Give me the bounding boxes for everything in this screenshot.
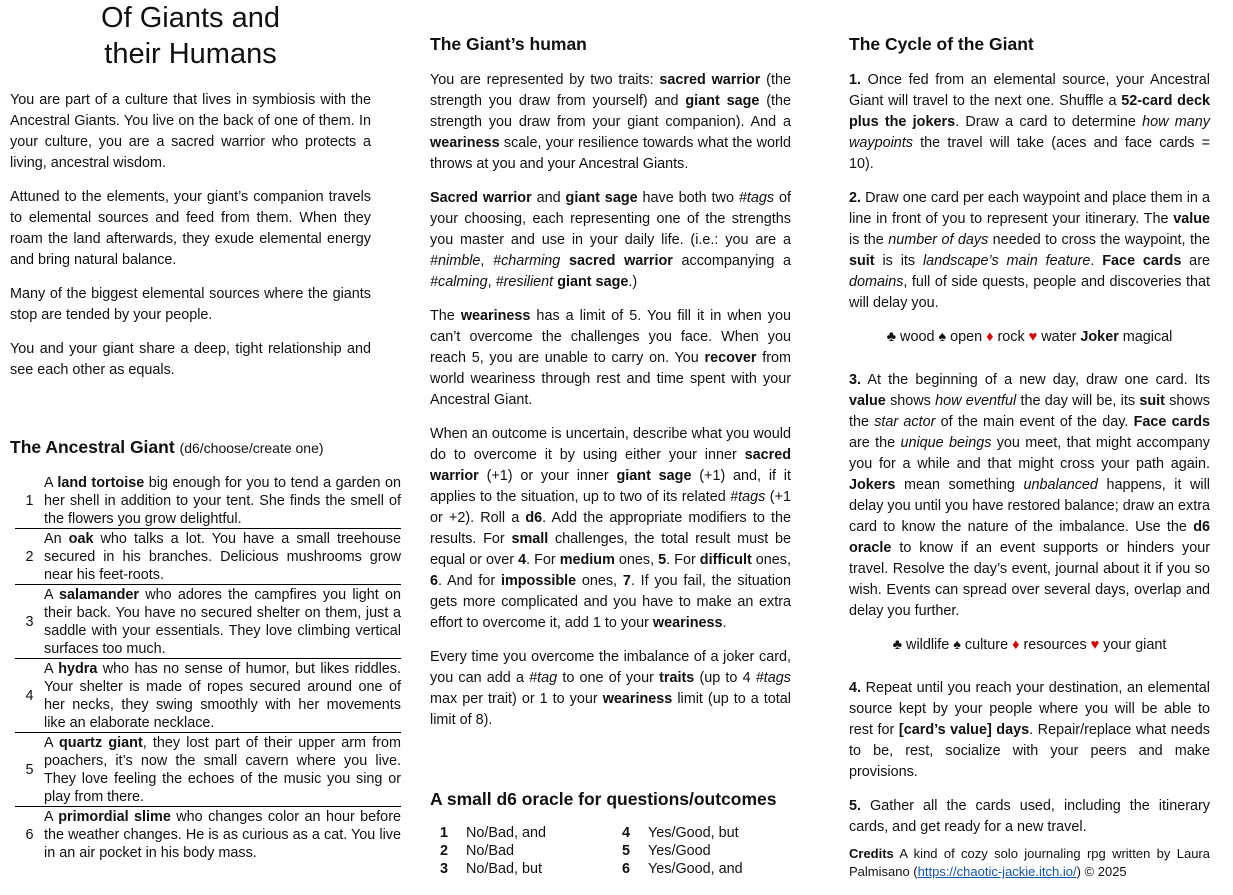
t: At the beginning of a new day, draw one card. Its [861,372,1210,388]
t: the day will be, its [1016,393,1140,409]
column-middle [430,0,791,878]
club-suit-icon: ♣ [892,637,903,653]
t: (the strength you draw from your giant companion). And a [430,93,792,130]
t: , they lost part of their upper arm from poachers, it’s now the small cavern where you live. They love feeling the echoes of the music you sing or play from there. [44,735,401,805]
title-line-1: Of Giants and [101,2,280,34]
t: , full of side quests, people and discoveries that will delay you. [849,274,1210,311]
t: have both two [637,190,739,206]
oracle-roll-result: Yes/Good [648,843,711,859]
t: 5. [849,798,862,814]
t: ones, [751,552,791,568]
human-paragraph-weariness [430,306,791,411]
club-suit-icon: ♣ [886,329,897,345]
credits-label: Credits [849,846,894,861]
t: Repeat until you reach your destination, an elemental source kept by your people where you will be able to rest for [849,680,1210,738]
t: Face cards [1133,414,1210,430]
t: 2. [849,190,862,206]
t: is the [849,232,889,248]
t: mean something [895,477,1024,493]
t: 7 [622,573,631,589]
t: When an outcome is uncertain, describe what you would do to overcome it by using either your inner [430,426,791,463]
t: #charming [493,253,561,269]
heart-suit-icon: ♥ [1090,637,1100,653]
t: and [531,190,566,206]
t: difficult [699,552,752,568]
t: from world weariness through rest and time spent with your Ancestral Giant. [430,350,791,408]
oracle-roll-number: 2 [440,843,449,859]
t: . Draw a card to determine [955,114,1143,130]
t: wood [896,329,939,345]
column-left [10,0,401,862]
giant-table-row [15,473,401,529]
giant-table-row [15,733,401,807]
t: Joker [1080,329,1119,345]
t: accompanying a [672,253,792,269]
t: (the strength you draw from yourself) and [430,72,791,109]
t: water [1037,329,1081,345]
giant-row-number: 4 [25,687,34,704]
giant-name: primordial slime [58,809,171,825]
t: 6 [430,573,439,589]
oracle-roll-number: 5 [622,843,631,859]
t: how many waypoints [849,114,1210,151]
t: Jokers [849,477,896,493]
giants-human-heading: The Giant’s human [430,34,587,54]
t: (+1) or your inner [478,468,617,484]
oracle-roll-number: 4 [622,825,631,841]
cycle-step-1 [849,70,1210,175]
t: shows the [849,393,1210,430]
spade-suit-icon: ♠ [938,329,947,345]
t: . And for [438,573,501,589]
t: value [1173,211,1210,227]
t: number of days [888,232,989,248]
human-paragraph-tags [430,188,791,293]
oracle-roll-result: No/Bad, but [466,861,543,877]
credits [849,845,1210,881]
oracle-roll-number: 1 [440,825,449,841]
t: 4. [849,680,862,696]
t: culture [960,637,1013,653]
t: #tags [738,190,775,206]
diamond-suit-icon: ♦ [986,329,994,345]
oracle-roll-result: No/Bad, and [466,825,547,841]
t: . For [666,552,700,568]
t: weariness [652,615,723,631]
t: has a limit of 5. You fill it in when you can’t overcome the challenges you face. When you reach 5, you are unable to carry on. You [430,308,791,366]
event-suits-legend [849,635,1210,656]
oracle-roll-result: No/Bad [466,843,514,859]
giant-name: quartz giant [59,735,143,751]
t: you meet, that might accompany you for a while and that might cross your path again. [849,435,1210,472]
t: star actor [874,414,936,430]
t: happens, it will delay you until you have restored balance; draw an extra card to know the nature of the imbalance. Use the [849,477,1211,535]
t: Once fed from an elemental source, your Ancestral Giant will travel to the next one. Shuffle a [849,72,1210,109]
giant-table-row [15,529,401,585]
ancestral-heading-text: The Ancestral Giant [10,437,175,457]
t: who talks a lot. You have a small treehouse secured in his branches. Delicious mushrooms grow near his feet-roots. [44,531,401,583]
t: open [946,329,987,345]
t: ones, [576,573,623,589]
oracle-roll-result: Yes/Good, but [648,825,739,841]
t: 3. [849,372,862,388]
landscape-suits-legend [849,327,1210,348]
t: magical [1118,329,1173,345]
intro-paragraph: Attuned to the elements, your giant’s companion travels to elemental sources and feed from them. When they roam the land afterwards, they exude elemental energy and bring natural balance. [10,189,371,268]
author-link[interactable]: https://chaotic-jackie.itch.io/ [917,864,1077,879]
oracle-heading: A small d6 oracle for questions/outcomes [430,789,777,809]
t: challenges, the total result must be equal or over [430,531,791,568]
oracle-roll-number: 6 [622,861,631,877]
giant-row-text [44,733,401,807]
t: 5 [658,552,667,568]
t: #tags [730,489,766,505]
t: needed to cross the waypoint, the [988,232,1210,248]
t: who adores the campfires you light on their back. You have no secured shelter on them, just a saddle with your essentials. They love climbing vertical surfaces too much. [44,587,401,657]
t: scale, your resilience towards what the world throws at you and your Ancestral Giants. [430,135,791,172]
giant-row-number: 3 [25,613,34,630]
t: #tag [529,670,558,686]
giant-name: oak [68,531,94,547]
giant-name: hydra [58,661,98,677]
t: domains [849,274,904,290]
t: 52-card deck plus the jokers [849,93,1210,130]
t: [card’s value] days [898,722,1030,738]
t: Every time you overcome the imbalance of a joker card, you can add a [430,649,791,686]
heart-suit-icon: ♥ [1028,329,1038,345]
t: shows [885,393,936,409]
t: landscape’s main feature [922,253,1091,269]
t: giant sage [616,468,692,484]
t: unique beings [900,435,992,451]
t: A [44,661,59,677]
t: An [44,531,69,547]
t: (up to 4 [694,670,756,686]
t: , [480,253,494,269]
t: value [849,393,886,409]
t: (+1) and, if it applies to the situation, up to two of its related [430,468,791,505]
t: suit [1139,393,1165,409]
intro-paragraph: You are part of a culture that lives in symbiosis with the Ancestral Giants. You live on the back of one of them. In your culture, you are a sacred warrior who protects a living, ancestral wisdom. [10,92,371,171]
cycle-step-2 [849,188,1210,314]
giant-row-text [44,473,401,529]
giant-row-text [44,807,401,863]
cycle-step-5 [849,796,1210,838]
ancestral-giant-heading [10,436,371,459]
t: recover [704,350,757,366]
t: medium [559,552,615,568]
t: 1. [849,72,862,88]
t: Gather all the cards used, including the itinerary cards, and get ready for a new travel. [849,798,1210,835]
t: d6 oracle [849,519,1210,556]
t: . Add the appropriate modifiers to the results. For [430,510,791,547]
giant-table-row [15,659,401,733]
t: . [722,615,727,631]
t: limit (up to a total limit of 8). [430,691,791,728]
giant-table-row [15,807,401,863]
t: giant sage [565,190,638,206]
t: . [1090,253,1103,269]
t: impossible [500,573,577,589]
cycle-step-3 [849,370,1210,622]
giant-row-number: 2 [25,548,34,565]
giant-row-number: 5 [25,761,34,778]
t: Face cards [1102,253,1182,269]
t: your giant [1099,637,1167,653]
t: wildlife [902,637,954,653]
t: .) [628,274,638,290]
giant-row-text [44,529,401,585]
t: weariness [602,691,673,707]
t: the travel will take (aces and face cards = 10). [849,135,1210,172]
oracle-roll-result: Yes/Good, and [648,861,743,877]
t: A [44,587,60,603]
t: A [44,809,59,825]
t: . If you fail, the situation gets more complicated and you have to make an extra effort to overcome it, add 1 to your [430,573,791,631]
giant-row-number: 6 [25,826,34,843]
t: to know if an event supports or hinders your travel. Resolve the day’s event, journal about it if you so wish. Events can spread over several days, overlap and delay you further. [849,540,1210,619]
cycle-step-4 [849,678,1210,783]
spade-suit-icon: ♠ [953,637,961,653]
giant-name: salamander [59,587,140,603]
t: to one of your [557,670,660,686]
t: unbalanced [1023,477,1098,493]
t: ones, [614,552,659,568]
t: who changes color an hour before the weather changes. He is as curious as a cat. You live in an air pocket in his body mass. [44,809,401,861]
giant-row-text [44,585,401,659]
t: sacred warrior [659,72,761,88]
t: giant sage [685,93,760,109]
t: rock [993,329,1029,345]
t: Sacred warrior [430,190,532,206]
human-paragraph-rolls [430,424,791,634]
giant-table-row [15,585,401,659]
t: traits [659,670,695,686]
ancestral-subheading: (d6/choose/create one) [179,440,324,456]
title-line-2: their Humans [104,38,277,70]
credits-text: A kind of cozy solo journaling rpg written by Laura Palmisano ( [849,846,1210,879]
t: of the main event of the day. [935,414,1134,430]
diamond-suit-icon: ♦ [1012,637,1020,653]
giant-name: land tortoise [57,475,145,491]
t: are [1181,253,1210,269]
column-right [849,0,1210,851]
t: d6 [525,510,543,526]
page-title [10,0,371,72]
t: max per trait) or 1 to your [430,691,603,707]
t: of your choosing, each representing one of the strengths you master and use in your daily life. (i.e.: you are a [430,190,791,248]
t: A [44,475,58,491]
t: Draw one card per each waypoint and place them in a line in front of you to represent your itinerary. The [849,190,1210,227]
intro-paragraph: You and your giant share a deep, tight relationship and see each other as equals. [10,341,371,378]
t: (+1 or +2). Roll a [430,489,791,526]
intro-paragraph: Many of the biggest elemental sources where the giants stop are tended by your people. [10,286,371,323]
t: You are represented by two traits: [430,72,660,88]
t: big enough for you to tend a garden on her shell in addition to your tent. She finds the smell of the flowers you grow delightful. [44,475,401,527]
t: weariness [430,135,500,151]
oracle-list [440,824,791,878]
t: how eventful [935,393,1017,409]
t: who has no sense of humor, but likes riddles. Your shelter is made of ropes secured around one of her necks, they swing smoothly with her movements like an elaborate necklace. [44,661,401,731]
t: #resilient [495,274,554,290]
human-paragraph-joker [430,647,791,731]
t: 4 [518,552,527,568]
t: . Repair/replace what needs to be, rest, socialize with your peers and make provisions. [849,722,1211,780]
t: are the [849,435,901,451]
t: sacred warrior [430,447,791,484]
t: is its [874,253,923,269]
t: #tags [755,670,792,686]
oracle-roll-number: 3 [440,861,449,877]
t: , [487,274,496,290]
cycle-heading: The Cycle of the Giant [849,34,1034,54]
t: resources [1019,637,1091,653]
t: suit [849,253,875,269]
t: sacred warrior [568,253,673,269]
giant-row-number: 1 [25,492,34,509]
credits-copyright: ) © 2025 [1076,864,1127,879]
t: #nimble [430,253,481,269]
t: #calming [430,274,488,290]
t: The [430,308,461,324]
t: small [511,531,549,547]
giant-row-text [44,659,401,733]
human-paragraph-traits [430,70,791,175]
t: A [44,735,59,751]
t: weariness [460,308,531,324]
ancestral-giant-table [15,473,401,862]
t [560,253,569,269]
t: giant sage [557,274,629,290]
t: . For [526,552,560,568]
